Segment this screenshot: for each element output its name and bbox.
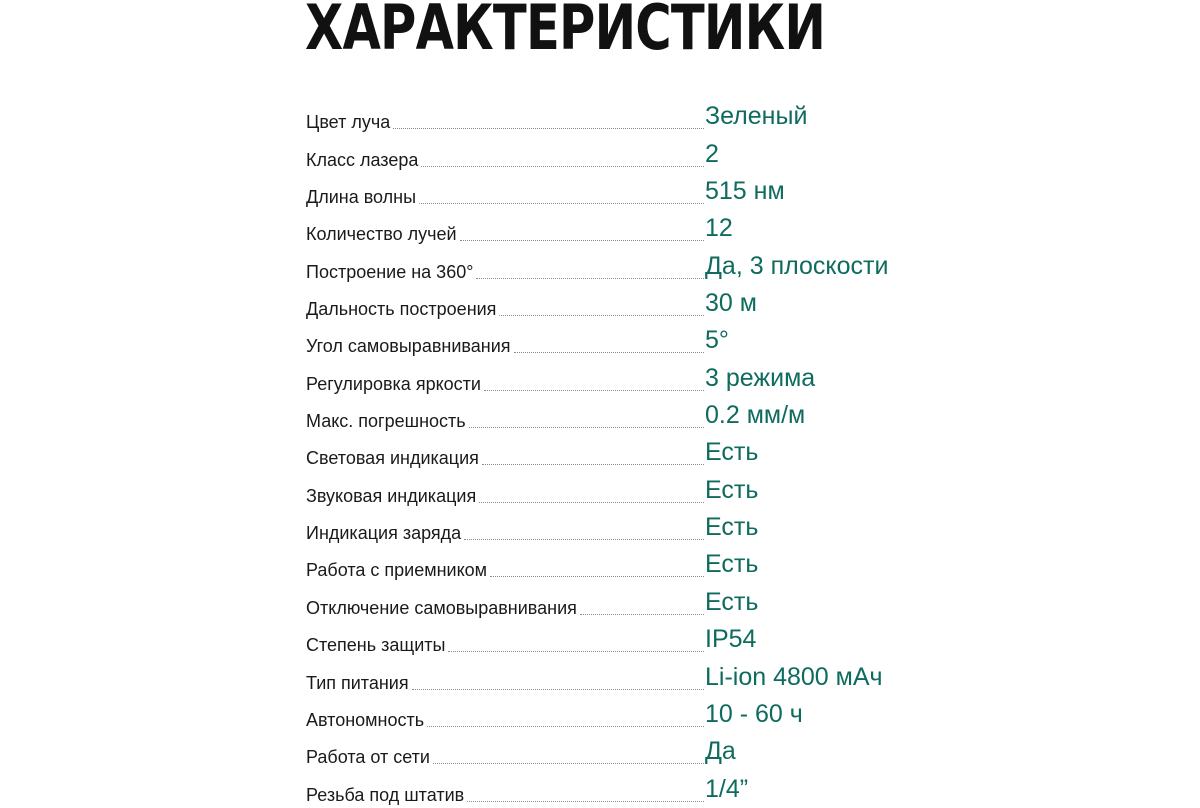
spec-label: Макс. погрешность <box>306 411 466 432</box>
spec-value: Есть <box>705 438 759 467</box>
dotted-leader <box>482 463 704 465</box>
spec-row-power-type <box>306 658 926 695</box>
spec-label: Угол самовыравнивания <box>306 336 511 357</box>
spec-label: Регулировка яркости <box>306 373 481 394</box>
spec-row-brightness <box>306 359 926 396</box>
spec-row-mains-power <box>306 733 926 770</box>
spec-label: Резьба под штатив <box>306 784 465 805</box>
dotted-leader <box>464 538 704 540</box>
spec-value: 515 нм <box>705 177 785 206</box>
dotted-leader <box>479 501 704 503</box>
spec-value: 5° <box>705 326 729 355</box>
spec-label: Световая индикация <box>306 448 479 469</box>
spec-value: 30 м <box>705 289 757 318</box>
dotted-leader <box>412 688 704 690</box>
dotted-leader <box>433 762 704 764</box>
spec-value: 3 режима <box>705 363 816 392</box>
spec-label: Работа от сети <box>306 747 430 768</box>
spec-label: Степень защиты <box>306 635 446 656</box>
spec-value: IP54 <box>705 625 757 654</box>
spec-row-beam-count <box>306 210 926 247</box>
dotted-leader <box>469 426 704 428</box>
spec-row-360 <box>306 247 926 284</box>
dotted-leader <box>514 351 704 353</box>
dotted-leader <box>490 575 704 577</box>
spec-row-receiver <box>306 546 926 583</box>
spec-value: 1/4” <box>705 774 749 803</box>
spec-row-sound-indication <box>306 471 926 508</box>
spec-value: Да <box>705 737 736 766</box>
spec-row-protection <box>306 621 926 658</box>
spec-row-wavelength <box>306 173 926 210</box>
spec-value: 12 <box>705 214 733 243</box>
specs-list <box>306 98 926 808</box>
spec-label: Количество лучей <box>306 224 457 245</box>
spec-row-tripod-thread <box>306 770 926 807</box>
dotted-leader <box>419 202 704 204</box>
dotted-leader <box>460 239 704 241</box>
spec-label: Отключение самовыравнивания <box>306 597 577 618</box>
spec-row-accuracy <box>306 397 926 434</box>
spec-value: Есть <box>705 587 759 616</box>
dotted-leader <box>499 314 704 316</box>
dotted-leader <box>484 389 704 391</box>
spec-row-laser-class <box>306 135 926 172</box>
dotted-leader <box>393 127 704 129</box>
spec-label: Звуковая индикация <box>306 485 477 506</box>
page-title: ХАРАКТЕРИСТИКИ <box>305 0 826 64</box>
spec-row-range <box>306 285 926 322</box>
spec-label: Автономность <box>306 709 425 730</box>
dotted-leader <box>427 725 704 727</box>
spec-label: Длина волны <box>306 187 417 208</box>
spec-value: Есть <box>705 550 759 579</box>
spec-row-autonomy <box>306 696 926 733</box>
spec-row-self-level-angle <box>306 322 926 359</box>
spec-label: Тип питания <box>306 672 409 693</box>
spec-value: Зеленый <box>705 102 808 131</box>
spec-value: Да, 3 плоскости <box>705 251 889 280</box>
spec-value: 0.2 мм/м <box>705 401 806 430</box>
spec-label: Класс лазера <box>306 149 419 170</box>
spec-label: Цвет луча <box>306 112 391 133</box>
spec-value: Есть <box>705 513 759 542</box>
dotted-leader <box>421 165 704 167</box>
spec-row-self-level-off <box>306 583 926 620</box>
spec-value: 10 - 60 ч <box>705 699 803 728</box>
spec-value: Есть <box>705 475 759 504</box>
spec-label: Работа с приемником <box>306 560 488 581</box>
spec-label: Построение на 360° <box>306 261 474 282</box>
dotted-leader <box>580 613 704 615</box>
spec-value: 2 <box>705 139 719 168</box>
spec-value: Li-ion 4800 мАч <box>705 662 883 691</box>
spec-row-light-indication <box>306 434 926 471</box>
dotted-leader <box>476 277 704 279</box>
spec-label: Индикация заряда <box>306 523 462 544</box>
spec-row-charge-indication <box>306 509 926 546</box>
dotted-leader <box>448 650 704 652</box>
spec-row-beam-color <box>306 98 926 135</box>
spec-label: Дальность построения <box>306 299 497 320</box>
